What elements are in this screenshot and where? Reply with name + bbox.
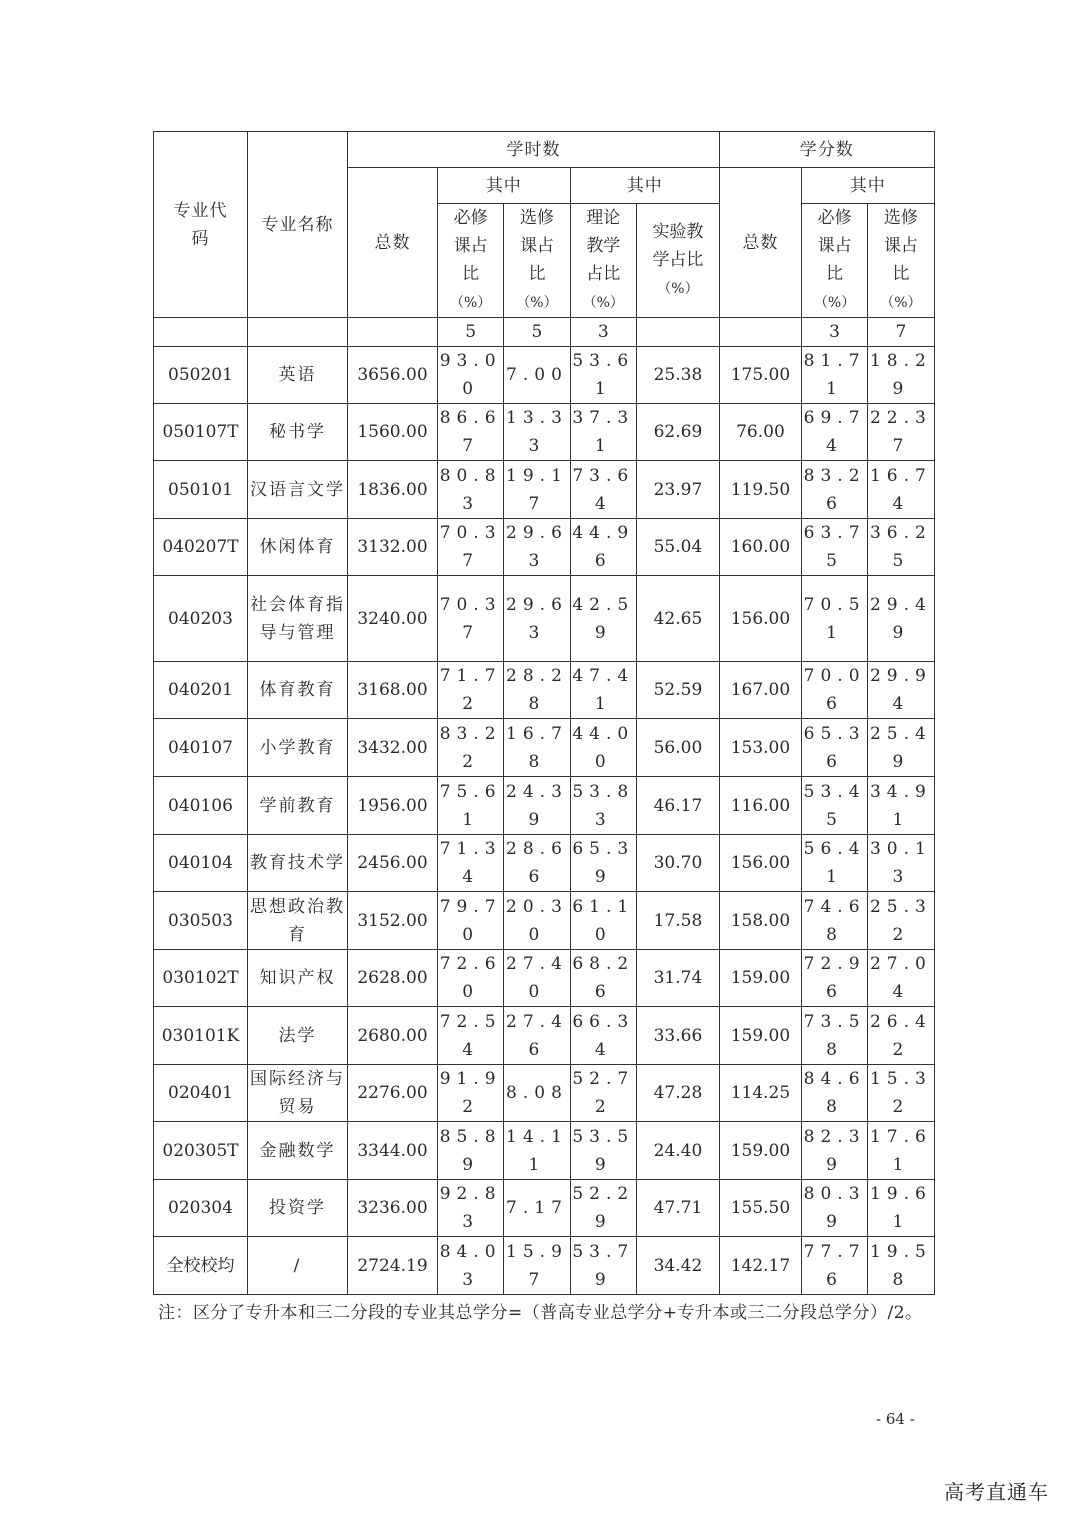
name-cell: 知识产权 (248, 950, 348, 1007)
code-cell: 040207T (154, 519, 248, 576)
watermark: 高考直通车 (944, 1480, 1049, 1504)
required-pct-cell: 86.67 (438, 404, 504, 461)
credit-elective-pct-cell: 19.58 (868, 1237, 934, 1295)
subheader-cell (248, 318, 348, 347)
subheader-row (154, 318, 935, 347)
code-cell: 020304 (154, 1180, 248, 1237)
total-credits-cell: 159.00 (719, 1122, 801, 1180)
total-hours-cell: 2628.00 (348, 950, 438, 1007)
table-row (154, 519, 935, 576)
required-pct-cell: 80.83 (438, 461, 504, 519)
theory-pct-cell: 53.61 (570, 347, 636, 404)
header-experiment-pct: 实验教学占比 （%） (636, 204, 719, 318)
name-cell: / (248, 1237, 348, 1295)
header-hours-of-which-2: 其中 (570, 168, 719, 204)
theory-pct-cell: 61.10 (570, 892, 636, 950)
total-hours-cell: 3132.00 (348, 519, 438, 576)
header-credit-required-pct: 必修课占比 （%） (801, 204, 867, 318)
table-row (154, 461, 935, 519)
total-credits-cell: 175.00 (719, 347, 801, 404)
header-hours-of-which-1: 其中 (438, 168, 571, 204)
required-pct-cell: 84.03 (438, 1237, 504, 1295)
credit-required-pct-cell: 81.71 (801, 347, 867, 404)
theory-pct-cell: 44.00 (570, 719, 636, 777)
credit-elective-pct-cell: 27.04 (868, 950, 934, 1007)
name-cell: 投资学 (248, 1180, 348, 1237)
total-credits-cell: 116.00 (719, 777, 801, 835)
elective-pct-cell: 29.63 (504, 576, 570, 662)
required-pct-cell: 71.72 (438, 662, 504, 719)
elective-pct-cell: 28.28 (504, 662, 570, 719)
experiment-pct-cell: 42.65 (636, 576, 719, 662)
elective-pct-cell: 24.39 (504, 777, 570, 835)
elective-pct-cell: 13.33 (504, 404, 570, 461)
credit-elective-pct-cell: 36.25 (868, 519, 934, 576)
total-hours-cell: 3240.00 (348, 576, 438, 662)
credit-required-pct-cell: 77.76 (801, 1237, 867, 1295)
credit-required-pct-cell: 70.06 (801, 662, 867, 719)
credit-required-pct-cell: 53.45 (801, 777, 867, 835)
experiment-pct-cell: 56.00 (636, 719, 719, 777)
table-row (154, 892, 935, 950)
header-name: 专业名称 (248, 132, 348, 318)
elective-pct-cell: 27.40 (504, 950, 570, 1007)
elective-pct-cell: 20.30 (504, 892, 570, 950)
total-credits-cell: 142.17 (719, 1237, 801, 1295)
table-row (154, 1237, 935, 1295)
credit-required-pct-cell: 74.68 (801, 892, 867, 950)
header-credits-group: 学分数 (719, 132, 934, 168)
credit-required-pct-cell: 63.75 (801, 519, 867, 576)
elective-pct-cell: 15.97 (504, 1237, 570, 1295)
credit-elective-pct-cell: 29.49 (868, 576, 934, 662)
table-row (154, 576, 935, 662)
table-row (154, 835, 935, 892)
total-hours-cell: 3152.00 (348, 892, 438, 950)
name-cell: 学前教育 (248, 777, 348, 835)
total-credits-cell: 160.00 (719, 519, 801, 576)
total-hours-cell: 3168.00 (348, 662, 438, 719)
table-row (154, 1122, 935, 1180)
subheader-cell (154, 318, 248, 347)
credit-elective-pct-cell: 25.32 (868, 892, 934, 950)
theory-pct-cell: 52.72 (570, 1065, 636, 1122)
code-cell: 030503 (154, 892, 248, 950)
credit-required-pct-cell: 56.41 (801, 835, 867, 892)
name-cell: 英语 (248, 347, 348, 404)
subheader-cell: 3 (570, 318, 636, 347)
experiment-pct-cell: 47.28 (636, 1065, 719, 1122)
credit-required-pct-cell: 80.39 (801, 1180, 867, 1237)
total-credits-cell: 158.00 (719, 892, 801, 950)
credit-elective-pct-cell: 34.91 (868, 777, 934, 835)
experiment-pct-cell: 31.74 (636, 950, 719, 1007)
experiment-pct-cell: 25.38 (636, 347, 719, 404)
experiment-pct-cell: 23.97 (636, 461, 719, 519)
credit-required-pct-cell: 73.58 (801, 1007, 867, 1065)
required-pct-cell: 83.22 (438, 719, 504, 777)
code-cell: 040104 (154, 835, 248, 892)
credit-elective-pct-cell: 15.32 (868, 1065, 934, 1122)
table-row (154, 347, 935, 404)
required-pct-cell: 70.37 (438, 576, 504, 662)
code-cell: 020305T (154, 1122, 248, 1180)
total-hours-cell: 1956.00 (348, 777, 438, 835)
total-credits-cell: 119.50 (719, 461, 801, 519)
subheader-cell (636, 318, 719, 347)
name-cell: 金融数学 (248, 1122, 348, 1180)
experiment-pct-cell: 33.66 (636, 1007, 719, 1065)
header-credits-of-which: 其中 (801, 168, 934, 204)
credit-elective-pct-cell: 22.37 (868, 404, 934, 461)
code-cell: 040201 (154, 662, 248, 719)
theory-pct-cell: 53.59 (570, 1122, 636, 1180)
total-hours-cell: 3656.00 (348, 347, 438, 404)
total-hours-cell: 2724.19 (348, 1237, 438, 1295)
total-hours-cell: 2456.00 (348, 835, 438, 892)
name-cell: 休闲体育 (248, 519, 348, 576)
total-credits-cell: 153.00 (719, 719, 801, 777)
name-cell: 汉语言文学 (248, 461, 348, 519)
table-row (154, 662, 935, 719)
theory-pct-cell: 68.26 (570, 950, 636, 1007)
elective-pct-cell: 29.63 (504, 519, 570, 576)
theory-pct-cell: 37.31 (570, 404, 636, 461)
elective-pct-cell: 16.78 (504, 719, 570, 777)
table-row (154, 1065, 935, 1122)
required-pct-cell: 75.61 (438, 777, 504, 835)
total-credits-cell: 155.50 (719, 1180, 801, 1237)
header-hours-total: 总数 (348, 168, 438, 318)
header-credit-elective-pct: 选修课占比 （%） (868, 204, 934, 318)
table-row (154, 1007, 935, 1065)
theory-pct-cell: 65.39 (570, 835, 636, 892)
elective-pct-cell: 7.17 (504, 1180, 570, 1237)
required-pct-cell: 92.83 (438, 1180, 504, 1237)
name-cell: 教育技术学 (248, 835, 348, 892)
name-cell: 思想政治教育 (248, 892, 348, 950)
total-hours-cell: 2276.00 (348, 1065, 438, 1122)
experiment-pct-cell: 46.17 (636, 777, 719, 835)
name-cell: 体育教育 (248, 662, 348, 719)
theory-pct-cell: 42.59 (570, 576, 636, 662)
code-cell: 050201 (154, 347, 248, 404)
required-pct-cell: 71.34 (438, 835, 504, 892)
total-credits-cell: 159.00 (719, 1007, 801, 1065)
code-cell: 全校校均 (154, 1237, 248, 1295)
subheader-cell: 5 (504, 318, 570, 347)
total-hours-cell: 3236.00 (348, 1180, 438, 1237)
header-code: 专业代码 (154, 132, 248, 318)
credit-elective-pct-cell: 17.61 (868, 1122, 934, 1180)
theory-pct-cell: 66.34 (570, 1007, 636, 1065)
header-credits-total: 总数 (719, 168, 801, 318)
required-pct-cell: 72.60 (438, 950, 504, 1007)
required-pct-cell: 85.89 (438, 1122, 504, 1180)
experiment-pct-cell: 55.04 (636, 519, 719, 576)
total-credits-cell: 156.00 (719, 835, 801, 892)
total-credits-cell: 159.00 (719, 950, 801, 1007)
required-pct-cell: 93.00 (438, 347, 504, 404)
name-cell: 小学教育 (248, 719, 348, 777)
name-cell: 国际经济与贸易 (248, 1065, 348, 1122)
credit-elective-pct-cell: 25.49 (868, 719, 934, 777)
credit-required-pct-cell: 70.51 (801, 576, 867, 662)
credit-required-pct-cell: 69.74 (801, 404, 867, 461)
total-credits-cell: 76.00 (719, 404, 801, 461)
total-hours-cell: 3344.00 (348, 1122, 438, 1180)
credit-elective-pct-cell: 18.29 (868, 347, 934, 404)
elective-pct-cell: 8.08 (504, 1065, 570, 1122)
code-cell: 040106 (154, 777, 248, 835)
elective-pct-cell: 27.46 (504, 1007, 570, 1065)
table-row (154, 719, 935, 777)
code-cell: 020401 (154, 1065, 248, 1122)
code-cell: 050107T (154, 404, 248, 461)
experiment-pct-cell: 17.58 (636, 892, 719, 950)
table-row (154, 777, 935, 835)
code-cell: 040203 (154, 576, 248, 662)
curriculum-table (153, 131, 935, 1295)
table-row (154, 1180, 935, 1237)
subheader-cell (719, 318, 801, 347)
total-hours-cell: 2680.00 (348, 1007, 438, 1065)
elective-pct-cell: 7.00 (504, 347, 570, 404)
experiment-pct-cell: 62.69 (636, 404, 719, 461)
table-row (154, 950, 935, 1007)
elective-pct-cell: 28.66 (504, 835, 570, 892)
credit-required-pct-cell: 84.68 (801, 1065, 867, 1122)
required-pct-cell: 70.37 (438, 519, 504, 576)
subheader-cell: 7 (868, 318, 934, 347)
name-cell: 社会体育指导与管理 (248, 576, 348, 662)
theory-pct-cell: 53.83 (570, 777, 636, 835)
theory-pct-cell: 53.79 (570, 1237, 636, 1295)
subheader-cell (348, 318, 438, 347)
experiment-pct-cell: 52.59 (636, 662, 719, 719)
header-required-pct: 必修课占比 （%） (438, 204, 504, 318)
credit-elective-pct-cell: 30.13 (868, 835, 934, 892)
total-hours-cell: 1560.00 (348, 404, 438, 461)
total-credits-cell: 114.25 (719, 1065, 801, 1122)
required-pct-cell: 79.70 (438, 892, 504, 950)
credit-elective-pct-cell: 16.74 (868, 461, 934, 519)
experiment-pct-cell: 34.42 (636, 1237, 719, 1295)
credit-elective-pct-cell: 29.94 (868, 662, 934, 719)
theory-pct-cell: 52.29 (570, 1180, 636, 1237)
credit-required-pct-cell: 65.36 (801, 719, 867, 777)
experiment-pct-cell: 30.70 (636, 835, 719, 892)
theory-pct-cell: 73.64 (570, 461, 636, 519)
code-cell: 050101 (154, 461, 248, 519)
page-number: - 64 - (876, 1410, 915, 1428)
total-hours-cell: 3432.00 (348, 719, 438, 777)
experiment-pct-cell: 24.40 (636, 1122, 719, 1180)
credit-required-pct-cell: 83.26 (801, 461, 867, 519)
header-hours-group: 学时数 (348, 132, 720, 168)
experiment-pct-cell: 47.71 (636, 1180, 719, 1237)
required-pct-cell: 91.92 (438, 1065, 504, 1122)
subheader-cell: 5 (438, 318, 504, 347)
required-pct-cell: 72.54 (438, 1007, 504, 1065)
name-cell: 秘书学 (248, 404, 348, 461)
table-footnote: 注：区分了专升本和三二分段的专业其总学分=（普高专业总学分+专升本或三二分段总学分）/2。 (158, 1303, 923, 1323)
elective-pct-cell: 14.11 (504, 1122, 570, 1180)
name-cell: 法学 (248, 1007, 348, 1065)
code-cell: 040107 (154, 719, 248, 777)
theory-pct-cell: 47.41 (570, 662, 636, 719)
header-theory-pct: 理论教学占比 （%） (570, 204, 636, 318)
code-cell: 030101K (154, 1007, 248, 1065)
credit-elective-pct-cell: 26.42 (868, 1007, 934, 1065)
code-cell: 030102T (154, 950, 248, 1007)
table-row (154, 404, 935, 461)
total-credits-cell: 167.00 (719, 662, 801, 719)
total-credits-cell: 156.00 (719, 576, 801, 662)
total-hours-cell: 1836.00 (348, 461, 438, 519)
credit-required-pct-cell: 82.39 (801, 1122, 867, 1180)
credit-elective-pct-cell: 19.61 (868, 1180, 934, 1237)
theory-pct-cell: 44.96 (570, 519, 636, 576)
header-elective-pct: 选修课占比 （%） (504, 204, 570, 318)
subheader-cell: 3 (801, 318, 867, 347)
elective-pct-cell: 19.17 (504, 461, 570, 519)
credit-required-pct-cell: 72.96 (801, 950, 867, 1007)
